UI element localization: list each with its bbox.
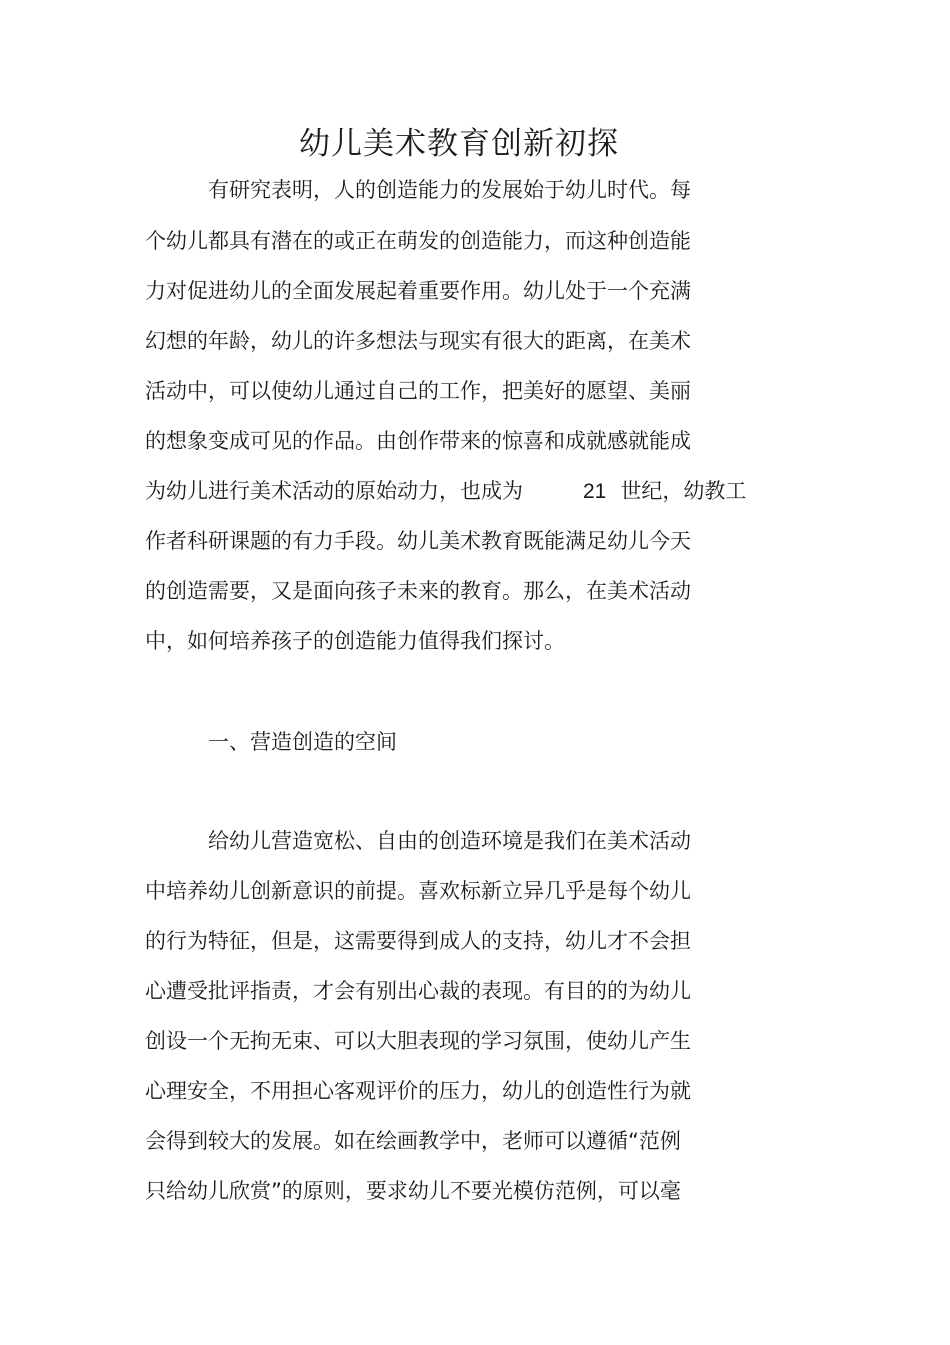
intro-line-2: 个幼儿都具有潜在的或正在萌发的创造能力，而这种创造能 [145,229,691,253]
section-1-line-4: 心遭受批评指责，才会有别出心裁的表现。有目的的为幼儿 [145,979,691,1003]
intro-line-7-text: 为幼儿进行美术活动的原始动力，也成为 [145,479,523,503]
intro-line-7 [145,474,746,509]
document-title: 幼儿美术教育创新初探 [299,126,619,162]
section-1-line-5: 创设一个无拘无束、可以大胆表现的学习氛围，使幼儿产生 [145,1029,691,1053]
century-number: 21 [583,480,607,503]
intro-line-10: 中，如何培养孩子的创造能力值得我们探讨。 [145,629,565,653]
section-1-line-2: 中培养幼儿创新意识的前提。喜欢标新立异几乎是每个幼儿 [145,879,691,903]
section-1-heading: 一、营造创造的空间 [208,730,397,754]
intro-line-9: 的创造需要，又是面向孩子未来的教育。那么，在美术活动 [145,579,691,603]
intro-line-7-tail: 世纪，幼教工 [620,479,747,503]
intro-line-1: 有研究表明，人的创造能力的发展始于幼儿时代。每 [208,178,691,202]
intro-line-6: 的想象变成可见的作品。由创作带来的惊喜和成就感就能成 [145,429,691,453]
section-1-line-3: 的行为特征，但是，这需要得到成人的支持，幼儿才不会担 [145,929,691,953]
intro-line-4: 幻想的年龄，幼儿的许多想法与现实有很大的距离，在美术 [145,329,691,353]
section-1-line-7: 会得到较大的发展。如在绘画教学中，老师可以遵循“范例 [145,1129,681,1153]
section-1-line-8: 只给幼儿欣赏”的原则，要求幼儿不要光模仿范例，可以毫 [145,1179,681,1203]
intro-line-8: 作者科研课题的有力手段。幼儿美术教育既能满足幼儿今天 [145,529,691,553]
section-1-line-1: 给幼儿营造宽松、自由的创造环境是我们在美术活动 [208,829,691,853]
section-1-line-6: 心理安全，不用担心客观评价的压力，幼儿的创造性行为就 [145,1079,691,1103]
intro-line-5: 活动中，可以使幼儿通过自己的工作，把美好的愿望、美丽 [145,379,691,403]
intro-line-3: 力对促进幼儿的全面发展起着重要作用。幼儿处于一个充满 [145,279,691,303]
